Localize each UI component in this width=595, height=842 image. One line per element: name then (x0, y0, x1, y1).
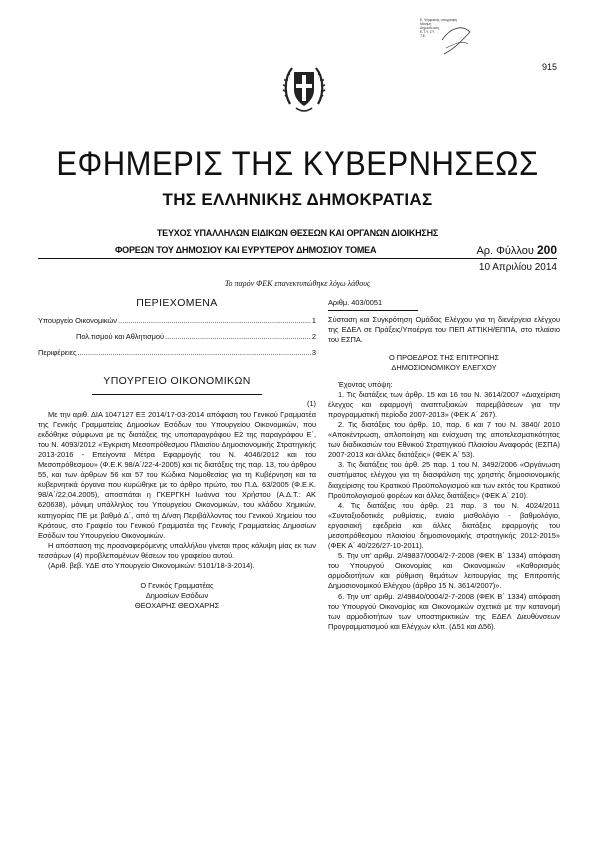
gazette-title: ΕΦΗΜΕΡΙΣ ΤΗΣ ΚΥΒΕΡΝΗΣΕΩΣ (56, 144, 539, 183)
toc-leader (78, 348, 311, 358)
authority-title-1: Ο ΠΡΟΕΔΡΟΣ ΤΗΣ ΕΠΙΤΡΟΠΗΣ (388, 353, 500, 363)
toc-label: Περιφέρειες (38, 348, 77, 358)
digital-signature-stamp (420, 18, 480, 58)
sheet-number-value: 200 (536, 243, 557, 257)
gazette-subtitle: ΤΗΣ ΕΛΛΗΝΙΚΗΣ ΔΗΜΟΚΡΑΤΙΑΣ (162, 190, 433, 209)
stamp-line: Δημοσίευση (420, 26, 439, 30)
stamp-line: Ε.Τ.Υ. ΣΥ (420, 30, 435, 34)
issue-type-line-2: ΦΟΡΕΩΝ ΤΟΥ ΔΗΜΟΣΙΟΥ ΚΑΙ ΕΥΡΥΤΕΡΟΥ ΔΗΜΟΣΙΟΥ ΤΟΜΕΑ (115, 245, 377, 255)
toc-row[interactable] (38, 316, 316, 326)
recital-item: 1. Τις διατάξεις των άρθρ. 15 και 16 του Ν. 3614/2007 «Διαχείριση έλεγχος και εφαρμογή αναπτυξιακών παρεμβάσεων για την προγραμματική περίοδο 2007-2013» (ΦΕΚ Α΄ 267). (328, 389, 560, 419)
toc-label: Υπουργείο Οικονομικών (38, 316, 117, 326)
right-column (328, 298, 560, 632)
section-heading: ΥΠΟΥΡΓΕΙΟ ΟΙΚΟΝΟΜΙΚΩΝ (103, 375, 251, 388)
section-divider (92, 394, 262, 395)
authority-title-2: ΔΗΜΟΣΙΟΝΟΜΙΚΟΥ ΕΛΕΓΧΟΥ (391, 363, 497, 373)
decision-reference: Αριθμ. 403/0051 (328, 298, 383, 307)
stamp-line: Μόνιμη (420, 22, 432, 26)
stamp-line: Τ.Ε. (420, 34, 427, 38)
decision-text: Με την αριθ. ΔΙΑ 1047127 ΕΞ 2014/17-03-2014 απόφαση του Γενικού Γραμματέα της Γενικής Γραμματείας Δημοσίων Εσόδων του Υπουργείου Οικονομικών, που εκδόθηκε σύμφωνα με τις διατάξεις της υποπαραγράφου Ε2 της παραγράφου Ε΄, του Ν. 4093/2012 «Έγκριση Μεσοπρόθεσμου Πλαισίου Δημοσιονομικής Στρατηγικής 2013-2016 - Επείγοντα Μέτρα Εφαρμογής του Ν. 4046/2012 και του Μεσοπρόθεσμου» (Φ.Ε.Κ 98/Α΄/22-4-2005) και τις διατάξεις της παρ. 13, του άρθρου 55, και των άρθρων 56 και 57 του Κώδικα Νομοθεσίας για τη Κυβέρνηση και τα κυβερνητικά όργανα που κυρώθηκε με το άρθρο πρώτο, του Π.Δ. 63/2005 (Φ.Ε.Κ. 98/Α΄/22.04.2005), αποσπάται η ΓΚΕΡΓΚΗ Ιωάννα του Χρήστου (Α.Δ.Τ.: ΑΚ 620638), μόνιμη υπάλληλος του Υπουργείου Οικονομικών, του κλάδου Χημικών, κατηγορίας ΠΕ με βαθμό Δ΄, από τη Δ/νση Περιβάλλοντος του Γενικού Χημείου του Κράτους, στο Γραφείο του Γενικού Γραμματέα της Γενικής Γραμματείας Δημοσίων Εσόδων του Υπουργείου Οικονομικών. (38, 409, 316, 540)
recital-item: 2. Τις διατάξεις του άρθρ. 10, παρ. 6 και 7 του Ν. 3840/ 2010 «Αποκέντρωση, απλοποίηση και ενίσχυση της αποτελεσματικότητας των διαδικασιών του Εθνικού Στρατηγικού Πλαισίου Αναφοράς (ΕΣΠΑ) 2007-2013 και άλλες διατάξεις» (ΦΕΚ Α΄ 53). (328, 419, 560, 460)
page-number: 915 (541, 62, 557, 72)
decision-text-3: (Αριθ. βεβ. ΥΔΕ στο Υπουργείο Οικονομικών: 5101/18-3-2014). (48, 560, 255, 570)
signature-mark-icon (420, 18, 480, 58)
greek-coat-of-arms-icon (282, 58, 326, 118)
stamp-line: Ε. Ψηφιακής υπογραφή (420, 18, 457, 22)
recital-item: 6. Την υπ' αριθμ. 2/49840/0004/2-7-2008 (ΦΕΚ Β΄ 1334) απόφαση του Υπουργού Οικονομίας και Οικονομικών σχετικά με την κατανομή των αρμοδιοτήτων των υποστηρικτικών της ΕΔΕΛ Διευθύνσεων Προγραμματισμού και Ελέγχων κλπ. (Δ51 και Δ56). (328, 591, 560, 631)
toc-row[interactable] (38, 348, 316, 358)
recital-item: 3. Τις διατάξεις του άρθ. 25 παρ. 1 του Ν. 3492/2006 «Οργάνωση συστήματος ελέγχου για τη διασφάλιση της χρηστής δημοσιονομικής διαχείρισης του Κρατικού Προϋπολογισμού και των εκτός του Κρατικού Προϋπολογισμού φορέων και άλλες διατάξεις» (ΦΕΚ Α΄ 210). (328, 460, 560, 500)
toc-label: Πολ.τισμού και Αθλητισμού (76, 332, 165, 342)
having-regard: Έχοντας υπόψη: (338, 379, 393, 389)
paragraph-number: (1) (306, 399, 316, 409)
signer-title: Ο Γενικός Γραμματέας (140, 581, 214, 591)
contents-heading: ΠΕΡΙΕΧΟΜΕΝΑ (136, 297, 218, 309)
reference-divider (328, 310, 418, 311)
signer-office: Δημοσίων Εσόδων (145, 591, 209, 601)
header-divider (38, 258, 557, 259)
toc-leader (118, 316, 311, 326)
signer-name: ΘΕΟΧΑΡΗΣ ΘΕΟΧΑΡΗΣ (134, 601, 220, 611)
toc-page: 2 (311, 332, 316, 342)
toc-page: 3 (311, 348, 316, 358)
toc-leader (165, 332, 311, 342)
decision-subject: Σύσταση και Συγκρότηση Ομάδας Ελέγχου για τη διενέργεια ελέγχου της ΕΔΕΛ σε Πράξεις/Υποέργα του ΠΕΠ ΑΤΤΙΚΗ/ΕΠΠΑ, στο πλαίσιο του ΕΣΠΑ. (328, 315, 560, 345)
issue-type-line-1: ΤΕΥΧΟΣ ΥΠΑΛΛΗΛΩΝ ΕΙΔΙΚΩΝ ΘΕΣΕΩΝ ΚΑΙ ΟΡΓΑΝΩΝ ΔΙΟΙΚΗΣΗΣ (156, 228, 439, 238)
sheet-label: Αρ. Φύλλου (476, 245, 534, 257)
left-column (38, 298, 316, 611)
reprint-note: Το παρόν ΦΕΚ επανεκτυπώθηκε λόγω λάθους (224, 279, 371, 288)
toc-row[interactable] (38, 332, 316, 342)
toc-page: 1 (311, 316, 316, 326)
recital-item: 5. Την υπ' αριθμ. 2/49837/0004/2-7-2008 (ΦΕΚ Β΄ 1334) απόφαση του Υπουργού Οικονομίας και Οικονομικών «Καθορισμός αρμοδιοτήτων και ρύθμιση θεμάτων λειτουργίας της Επιτροπής Δημοσιονομικού Ελέγχου (άρθρο 15 Ν. 3614/2007)». (328, 551, 560, 591)
recital-item: 4. Τις διατάξεις του άρθρ. 21 παρ. 3 του Ν. 4024/2011 «Συνταξιοδοτικές ρυθμίσεις, ενιαίο μισθολόγιο - βαθμολόγιο, εργασιακή εφεδρεία και άλλες διατάξεις εφαρμογής του μεσοπρόθεσμου πλαισίου δημοσιονομικής στρατηγικής 2012-2015» (ΦΕΚ Α΄ 40/226/27-10-2011). (328, 500, 560, 551)
decision-text-2: Η απόσπαση της προαναφερόμενης υπαλλήλου γίνεται προς κάλυψη μίας εκ των τεσσάρων (4) προβλεπομένων θέσεων του γραφείου αυτού. (38, 540, 316, 560)
sheet-number (476, 243, 557, 257)
issue-date: 10 Απριλίου 2014 (478, 262, 557, 273)
